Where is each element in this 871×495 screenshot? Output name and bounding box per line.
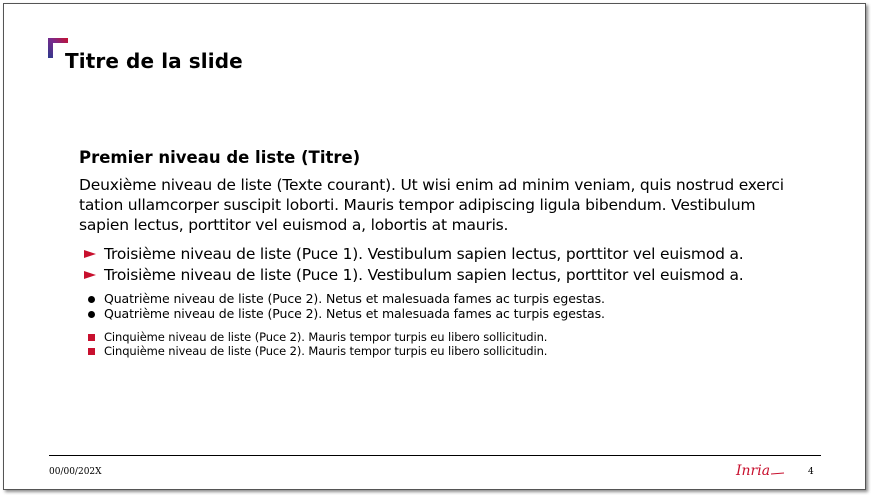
triangle-bullet-icon bbox=[79, 265, 104, 285]
inria-logo bbox=[735, 462, 785, 480]
list-item-text: Troisième niveau de liste (Puce 1). Vestibulum sapien lectus, porttitor vel euismod a. bbox=[104, 266, 744, 284]
list-level1-heading: Premier niveau de liste (Titre) bbox=[79, 148, 361, 167]
dot-bullet-icon bbox=[79, 291, 104, 306]
list-level2-text: Deuxième niveau de liste (Texte courant). Ut wisi enim ad minim veniam, quis nostrud exerci tation ullamcorper suscipit loborti. Mauris tempor adipiscing ligula bibendum. Vestibulum sapien lectus, porttitor vel euismod a, lobortis at mauris. bbox=[79, 176, 784, 234]
footer-date: 00/00/202X bbox=[49, 467, 102, 477]
list-item-text: Cinquième niveau de liste (Puce 2). Mauris tempor turpis eu libero sollicitudin. bbox=[104, 344, 548, 358]
list-item-text: Troisième niveau de liste (Puce 1). Vestibulum sapien lectus, porttitor vel euismod a. bbox=[104, 245, 744, 263]
list-item-level4 bbox=[79, 291, 799, 306]
list-item-level5 bbox=[79, 344, 799, 358]
page-number: 4 bbox=[808, 467, 814, 477]
triangle-bullet-icon bbox=[79, 244, 104, 264]
slide-title: Titre de la slide bbox=[65, 49, 243, 73]
inria-logo-text: Inria bbox=[736, 463, 771, 479]
list-item-text: Quatrième niveau de liste (Puce 2). Netus et malesuada fames ac turpis egestas. bbox=[104, 291, 605, 306]
list-item-level4 bbox=[79, 306, 799, 321]
list-item-level3 bbox=[79, 244, 799, 264]
slide-content bbox=[79, 147, 799, 358]
list-item-text: Cinquième niveau de liste (Puce 2). Mauris tempor turpis eu libero sollicitudin. bbox=[104, 330, 548, 344]
square-bullet-icon bbox=[79, 344, 104, 358]
list-item-text: Quatrième niveau de liste (Puce 2). Netus et malesuada fames ac turpis egestas. bbox=[104, 306, 605, 321]
list-item-level3 bbox=[79, 265, 799, 285]
footer-divider bbox=[49, 455, 821, 456]
list-item-level5 bbox=[79, 330, 799, 344]
square-bullet-icon bbox=[79, 330, 104, 344]
dot-bullet-icon bbox=[79, 306, 104, 321]
